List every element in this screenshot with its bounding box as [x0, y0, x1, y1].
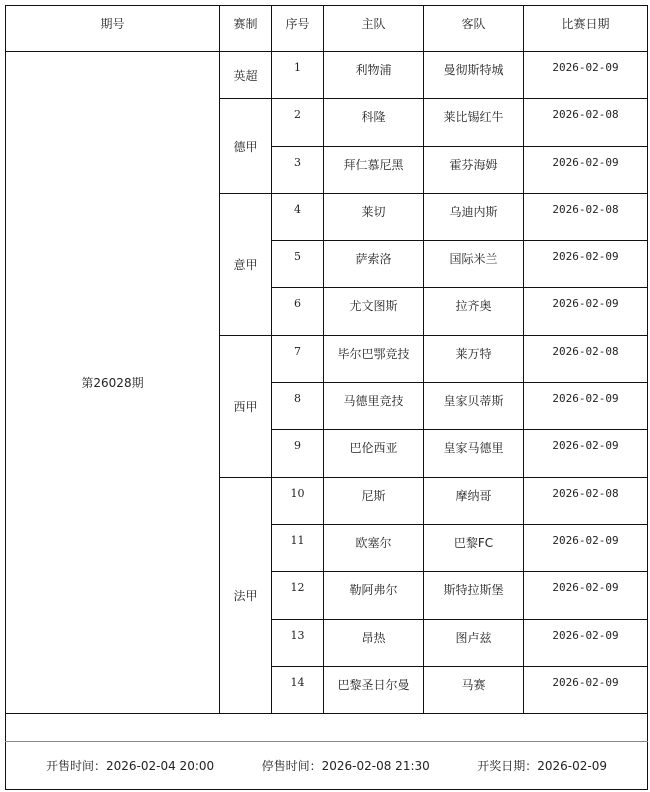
seq-cell: 4: [272, 193, 324, 240]
league-cell: 英超: [220, 52, 272, 99]
blank-row: [6, 714, 648, 742]
match-date-cell: 2026-02-09: [524, 383, 648, 430]
home-team-cell: 马德里竞技: [324, 383, 424, 430]
home-team-cell: 巴黎圣日尔曼: [324, 666, 424, 713]
match-date-cell: 2026-02-09: [524, 146, 648, 193]
period-cell: 第26028期: [6, 52, 220, 714]
home-team-cell: 昂热: [324, 619, 424, 666]
home-team-cell: 科隆: [324, 99, 424, 146]
away-team-cell: 图卢兹: [424, 619, 524, 666]
away-team-cell: 拉齐奥: [424, 288, 524, 335]
league-cell: 法甲: [220, 477, 272, 713]
away-team-cell: 莱比锡红牛: [424, 99, 524, 146]
seq-cell: 9: [272, 430, 324, 477]
away-team-cell: 国际米兰: [424, 241, 524, 288]
away-team-cell: 曼彻斯特城: [424, 52, 524, 99]
home-team-cell: 拜仁慕尼黑: [324, 146, 424, 193]
footer-cell: [6, 742, 648, 790]
match-date-cell: 2026-02-09: [524, 524, 648, 571]
home-team-cell: 利物浦: [324, 52, 424, 99]
away-team-cell: 斯特拉斯堡: [424, 572, 524, 619]
match-date-cell: 2026-02-09: [524, 666, 648, 713]
match-date-cell: 2026-02-09: [524, 619, 648, 666]
away-team-cell: 皇家贝蒂斯: [424, 383, 524, 430]
seq-cell: 11: [272, 524, 324, 571]
match-date-cell: 2026-02-08: [524, 99, 648, 146]
header-league: 赛制: [220, 6, 272, 52]
seq-cell: 2: [272, 99, 324, 146]
away-team-cell: 摩纳哥: [424, 477, 524, 524]
seq-cell: 3: [272, 146, 324, 193]
match-row: [6, 52, 648, 99]
away-team-cell: 马赛: [424, 666, 524, 713]
match-date-cell: 2026-02-08: [524, 193, 648, 240]
footer-row: [6, 742, 648, 790]
header-away: 客队: [424, 6, 524, 52]
seq-cell: 8: [272, 383, 324, 430]
seq-cell: 12: [272, 572, 324, 619]
home-team-cell: 尼斯: [324, 477, 424, 524]
blank-cell: [6, 714, 648, 742]
home-team-cell: 欧塞尔: [324, 524, 424, 571]
away-team-cell: 乌迪内斯: [424, 193, 524, 240]
home-team-cell: 莱切: [324, 193, 424, 240]
header-period: 期号: [6, 6, 220, 52]
home-team-cell: 巴伦西亚: [324, 430, 424, 477]
header-home: 主队: [324, 6, 424, 52]
header-row: [6, 6, 648, 52]
home-team-cell: 毕尔巴鄂竞技: [324, 335, 424, 382]
match-date-cell: 2026-02-09: [524, 241, 648, 288]
seq-cell: 7: [272, 335, 324, 382]
seq-cell: 10: [272, 477, 324, 524]
away-team-cell: 霍芬海姆: [424, 146, 524, 193]
sale-stop-time: 停售时间：2026-02-08 21:30: [261, 759, 430, 774]
home-team-cell: 勒阿弗尔: [324, 572, 424, 619]
seq-cell: 13: [272, 619, 324, 666]
header-date: 比赛日期: [524, 6, 648, 52]
home-team-cell: 尤文图斯: [324, 288, 424, 335]
match-date-cell: 2026-02-09: [524, 288, 648, 335]
match-date-cell: 2026-02-08: [524, 335, 648, 382]
league-cell: 西甲: [220, 335, 272, 477]
match-date-cell: 2026-02-09: [524, 52, 648, 99]
seq-cell: 14: [272, 666, 324, 713]
seq-cell: 1: [272, 52, 324, 99]
match-date-cell: 2026-02-09: [524, 430, 648, 477]
seq-cell: 5: [272, 241, 324, 288]
sale-start-time: 开售时间：2026-02-04 20:00: [46, 759, 215, 774]
league-cell: 德甲: [220, 99, 272, 194]
league-cell: 意甲: [220, 193, 272, 335]
match-date-cell: 2026-02-08: [524, 477, 648, 524]
away-team-cell: 皇家马德里: [424, 430, 524, 477]
away-team-cell: 巴黎FC: [424, 524, 524, 571]
match-schedule-table: [5, 5, 648, 790]
home-team-cell: 萨索洛: [324, 241, 424, 288]
away-team-cell: 莱万特: [424, 335, 524, 382]
header-seq: 序号: [272, 6, 324, 52]
seq-cell: 6: [272, 288, 324, 335]
match-date-cell: 2026-02-09: [524, 572, 648, 619]
draw-date: 开奖日期：2026-02-09: [477, 759, 607, 774]
